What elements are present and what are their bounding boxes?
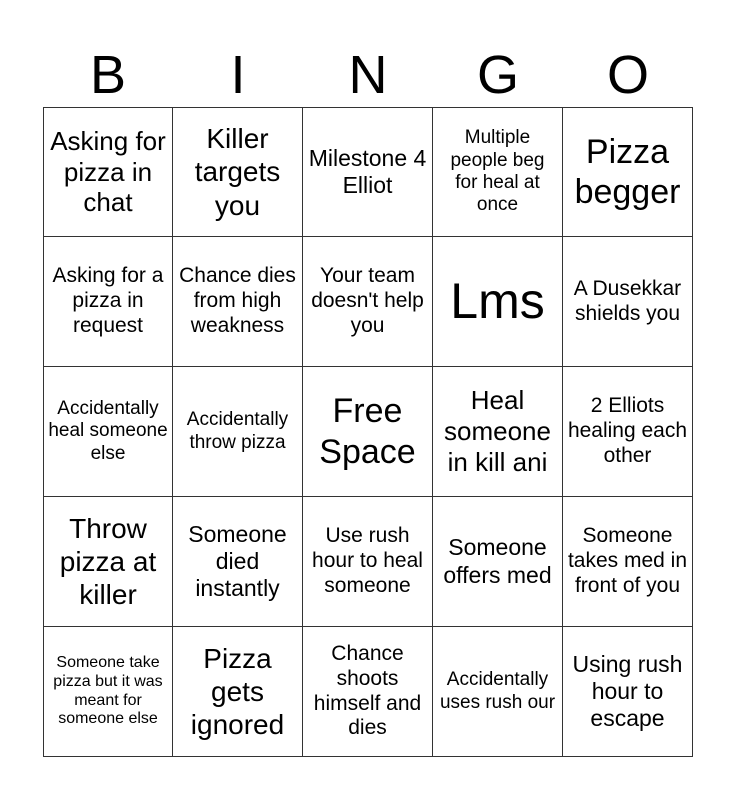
cell-text: Chance shoots himself and dies: [313, 641, 422, 740]
cell-text: Milestone 4 Elliot: [308, 144, 427, 198]
bingo-cell[interactable]: [173, 627, 303, 757]
bingo-cell[interactable]: [433, 627, 563, 757]
bingo-cell[interactable]: [43, 497, 173, 627]
bingo-cell[interactable]: [303, 627, 433, 757]
bingo-cell[interactable]: [563, 497, 693, 627]
cell-text: Accidentally throw pizza: [186, 409, 289, 453]
cell-text: Chance dies from high weakness: [179, 264, 296, 337]
bingo-header: [43, 44, 693, 106]
cell-text: Your team doesn't help you: [311, 264, 424, 337]
bingo-board: [43, 107, 693, 757]
cell-text: Pizza begger: [574, 132, 681, 211]
bingo-cell[interactable]: [43, 107, 173, 237]
bingo-cell[interactable]: [303, 107, 433, 237]
cell-text: Asking for pizza in chat: [50, 125, 166, 218]
cell-text: Using rush hour to escape: [572, 650, 683, 732]
cell-text: Multiple people beg for heal at once: [450, 127, 545, 216]
bingo-cell[interactable]: [563, 107, 693, 237]
cell-text: Use rush hour to heal someone: [312, 524, 423, 597]
cell-text: Someone take pizza but it was meant for someone else: [53, 653, 163, 728]
cell-text: Asking for a pizza in request: [52, 264, 164, 337]
cell-text: Someone offers med: [443, 534, 552, 588]
cell-text: Heal someone in kill ani: [444, 385, 551, 477]
header-letter-g: G: [476, 45, 519, 105]
bingo-cell[interactable]: [433, 367, 563, 497]
cell-text: 2 Elliots healing each other: [567, 394, 688, 467]
cell-text: Someone takes med in front of you: [567, 524, 688, 597]
header-letter-n: N: [348, 45, 388, 105]
header-letter-i: I: [230, 45, 246, 105]
cell-text: Someone died instantly: [188, 520, 287, 602]
bingo-cell[interactable]: [173, 107, 303, 237]
bingo-cell[interactable]: [433, 497, 563, 627]
bingo-cell[interactable]: [173, 367, 303, 497]
cell-text: Accidentally uses rush our: [439, 669, 556, 713]
bingo-cell[interactable]: [43, 367, 173, 497]
bingo-cell[interactable]: [43, 237, 173, 367]
cell-text: Killer targets you: [194, 123, 281, 221]
free-space-cell[interactable]: [303, 367, 433, 497]
header-letter-o: O: [606, 45, 649, 105]
bingo-cell[interactable]: [563, 367, 693, 497]
bingo-cell[interactable]: [433, 237, 563, 367]
cell-text: Throw pizza at killer: [59, 512, 157, 611]
header-letter-b: B: [89, 45, 127, 105]
bingo-cell[interactable]: [173, 237, 303, 367]
cell-text: Accidentally heal someone else: [48, 397, 168, 464]
bingo-cell[interactable]: [563, 237, 693, 367]
bingo-cell[interactable]: [303, 497, 433, 627]
cell-text: Pizza gets ignored: [190, 642, 285, 741]
bingo-cell[interactable]: [433, 107, 563, 237]
bingo-cell[interactable]: [173, 497, 303, 627]
bingo-cell[interactable]: [563, 627, 693, 757]
cell-text: Lms: [450, 273, 545, 329]
cell-text: Free Space: [319, 392, 416, 471]
bingo-cell[interactable]: [303, 237, 433, 367]
bingo-cell[interactable]: [43, 627, 173, 757]
cell-text: A Dusekkar shields you: [573, 276, 682, 325]
